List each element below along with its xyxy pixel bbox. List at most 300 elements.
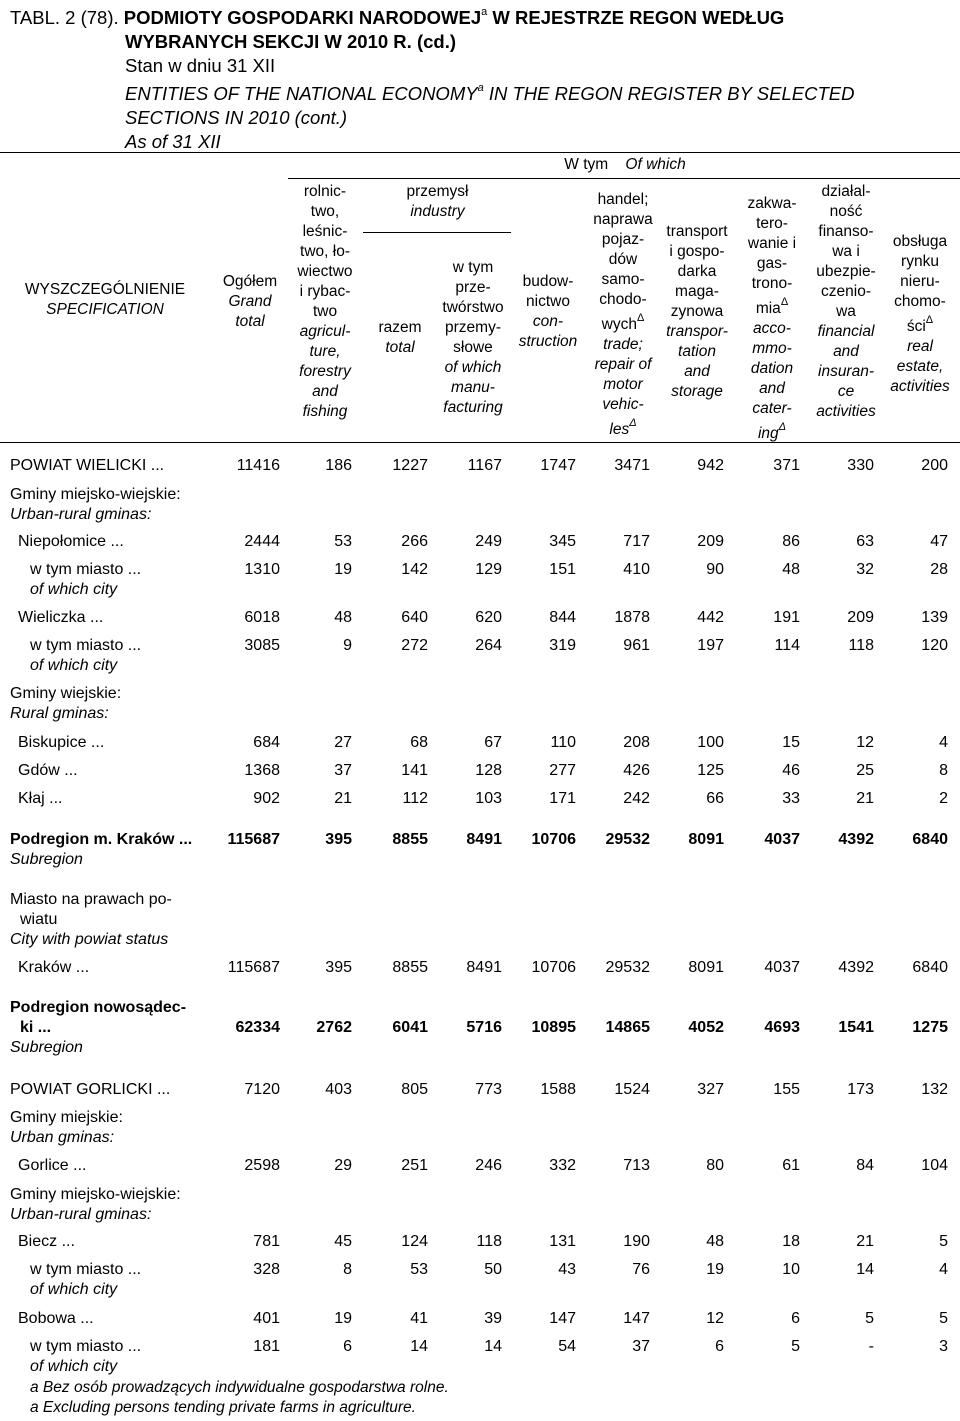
cell-value: 640 — [401, 609, 428, 626]
delta-mark: Δ — [629, 417, 637, 430]
cell-value: 25 — [856, 762, 874, 779]
row-label-pl: Kraków ... — [18, 959, 90, 976]
row-label — [18, 733, 104, 753]
cell-value: 266 — [401, 533, 428, 550]
cell-value: 1368 — [244, 762, 280, 779]
header-accom-pl-4: trono- — [751, 275, 793, 292]
cell-value: 4392 — [838, 959, 874, 976]
row-label — [18, 1156, 86, 1176]
header-agri-en-2: forestry — [299, 363, 351, 380]
title-en-2: IN THE REGON REGISTER BY SELECTED — [483, 83, 855, 105]
header-constr-pl-0: budow- — [522, 273, 574, 290]
cell-value: 8855 — [392, 831, 428, 848]
cell-value: 21 — [856, 1233, 874, 1250]
header-trade-pl-4: samo- — [601, 271, 645, 288]
cell-value: 62334 — [235, 1019, 280, 1036]
cell-value: 11416 — [236, 457, 280, 474]
cell-value: 129 — [475, 561, 502, 578]
header-grand-total — [215, 272, 285, 332]
title-pl-bold-2: W REJESTRZE REGON WEDŁUG — [487, 7, 785, 29]
cell-value: 1524 — [614, 1081, 650, 1098]
delta-mark: Δ — [636, 312, 645, 324]
cell-value: 8855 — [392, 959, 428, 976]
cell-value: 8491 — [466, 959, 502, 976]
header-spec-en: SPECIFICATION — [46, 301, 164, 318]
cell-value: 319 — [549, 637, 576, 654]
cell-value: 28 — [930, 561, 948, 578]
cell-value: 5 — [939, 1310, 948, 1327]
cell-value: 48 — [706, 1233, 724, 1250]
cell-value: 8091 — [688, 831, 724, 848]
header-ind-total-pl: razem — [378, 319, 422, 336]
cell-value: 15 — [782, 734, 800, 751]
header-industry — [370, 182, 505, 222]
cell-value: 155 — [773, 1081, 800, 1098]
header-agri-en-3: and — [312, 383, 338, 400]
cell-value: 3471 — [614, 457, 650, 474]
header-of-which — [540, 155, 710, 175]
cell-value: 48 — [782, 561, 800, 578]
cell-value: 4693 — [764, 1019, 800, 1036]
delta-mark: Δ — [780, 296, 789, 308]
row-label-pl: POWIAT WIELICKI ... — [10, 457, 165, 474]
cell-value: 14865 — [605, 1019, 650, 1036]
header-accom-pl-5 — [734, 294, 810, 319]
cell-value: 197 — [697, 637, 724, 654]
cell-value: 125 — [697, 762, 724, 779]
header-trade-en-0: trade; — [603, 336, 643, 354]
header-trade-pl-2: pojaz- — [601, 231, 645, 248]
cell-value: 19 — [334, 561, 352, 578]
header-constr-en-0: con- — [532, 313, 564, 330]
header-transport-en-0: transpor- — [666, 323, 728, 340]
header-transport-en-1: tation — [678, 343, 716, 360]
header-accom-en-1: mmo- — [752, 340, 792, 358]
cell-value: 14 — [410, 1338, 428, 1355]
cell-value: 403 — [325, 1081, 352, 1098]
cell-value: 781 — [253, 1233, 280, 1250]
cell-value: 190 — [623, 1233, 650, 1250]
header-wtym-pl: W tym — [564, 156, 609, 173]
cell-value: 264 — [475, 637, 502, 654]
header-transport-en-3: storage — [671, 383, 723, 400]
header-top-rule — [0, 152, 960, 153]
title-line-3: Stan w dniu 31 XII — [125, 55, 276, 77]
row-label-en: Rural gminas: — [10, 705, 109, 722]
cell-value: 48 — [334, 609, 352, 626]
cell-value: 1541 — [838, 1019, 874, 1036]
header-agri-pl-5: i rybac- — [299, 283, 351, 300]
cell-value: 1167 — [467, 457, 502, 474]
row-label-en: Subregion — [10, 1039, 83, 1056]
row-label — [18, 789, 62, 809]
cell-value: 45 — [334, 1233, 352, 1250]
header-transport-pl-4: zynowa — [670, 303, 724, 320]
cell-value: 6840 — [912, 831, 948, 848]
title-footnote-mark: a — [481, 6, 488, 18]
header-realestate-pl-3: chomo- — [894, 293, 946, 310]
header-finance-en-4: activities — [816, 403, 876, 420]
header-transport-pl-0: transport — [666, 223, 728, 240]
cell-value: 5 — [865, 1310, 874, 1327]
row-label — [18, 958, 89, 978]
header-trade-pl-6 — [586, 310, 660, 335]
header-accommodation — [734, 194, 810, 444]
header-realestate-pl-4-text: ści — [906, 318, 926, 336]
row-label-pl-cont: ki ... — [20, 1019, 52, 1036]
header-total-pl: Ogółem — [222, 273, 278, 290]
row-label-pl: w tym miasto ... — [30, 1261, 142, 1278]
row-label-en: City with powiat status — [10, 931, 169, 948]
header-industry-rule — [363, 232, 511, 233]
header-finance-pl-4: ubezpie- — [816, 263, 876, 280]
cell-value: 6018 — [244, 609, 280, 626]
cell-value: 147 — [623, 1310, 650, 1327]
row-label-pl: Kłaj ... — [18, 790, 63, 807]
cell-value: 173 — [847, 1081, 874, 1098]
header-constr-pl-1: nictwo — [526, 293, 570, 310]
cell-value: 1588 — [540, 1081, 576, 1098]
row-label-en: of which city — [30, 657, 118, 674]
cell-value: 21 — [334, 790, 352, 807]
header-agri-pl-6: two — [312, 303, 338, 320]
row-label-en: Urban gminas: — [10, 1129, 115, 1146]
cell-value: 426 — [623, 762, 650, 779]
cell-value: 200 — [921, 457, 948, 474]
header-trade-pl-1: naprawa — [593, 211, 653, 228]
cell-value: 330 — [847, 457, 874, 474]
row-label — [10, 830, 192, 870]
header-accom-en-4: cater- — [752, 400, 792, 418]
cell-value: 4037 — [764, 959, 800, 976]
header-accom-en-5-text: ing — [757, 425, 779, 443]
cell-value: 53 — [334, 533, 352, 550]
header-transport-en-2: and — [684, 363, 710, 380]
cell-value: 3 — [939, 1338, 948, 1355]
row-label-pl: Gminy miejskie: — [10, 1109, 123, 1126]
cell-value: 5716 — [466, 1019, 502, 1036]
header-trade-en-2: motor — [603, 376, 643, 394]
header-finance-pl-0: działal- — [821, 183, 871, 200]
header-finance-en-2: insuran- — [818, 363, 874, 380]
cell-value: 2444 — [244, 533, 280, 550]
row-label — [18, 1309, 94, 1329]
cell-value: 410 — [623, 561, 650, 578]
row-label-pl: w tym miasto ... — [30, 1338, 142, 1355]
cell-value: 327 — [697, 1081, 724, 1098]
row-label-en: Urban-rural gminas: — [10, 506, 152, 523]
header-realestate-en-0: real — [907, 338, 933, 356]
cell-value: 112 — [402, 790, 428, 807]
row-label-pl: Biecz ... — [18, 1233, 75, 1250]
row-label — [18, 532, 124, 552]
cell-value: 39 — [484, 1310, 502, 1327]
row-label-en: of which city — [30, 581, 118, 598]
delta-mark: Δ — [925, 314, 934, 326]
header-finance-pl-1: ność — [829, 203, 863, 220]
header-agriculture — [290, 182, 360, 422]
header-of-which-rule — [288, 178, 960, 179]
cell-value: 29 — [334, 1157, 352, 1174]
title-line-4 — [10, 78, 955, 106]
row-label-pl: Miasto na prawach po- — [10, 891, 172, 908]
header-transport — [658, 222, 736, 402]
cell-value: 19 — [334, 1310, 352, 1327]
header-manufacturing — [436, 258, 510, 418]
row-label-en: Subregion — [10, 851, 83, 868]
header-industry-en: industry — [410, 203, 465, 220]
row-label-pl: Gorlice ... — [18, 1157, 87, 1174]
cell-value: 84 — [856, 1157, 874, 1174]
cell-value: 277 — [549, 762, 576, 779]
row-label-pl: Gminy wiejskie: — [10, 685, 122, 702]
cell-value: 2 — [939, 790, 948, 807]
cell-value: 29532 — [605, 959, 650, 976]
header-finance-pl-6: wa — [836, 303, 856, 320]
cell-value: 6 — [791, 1310, 800, 1327]
header-realestate-en-1: estate, — [896, 358, 944, 376]
title-line-2: WYBRANYCH SEKCJI W 2010 R. (cd.) — [125, 31, 456, 53]
footnote-en: a Excluding persons tending private farms in agriculture. — [30, 1399, 416, 1416]
header-manuf-en-2: facturing — [443, 399, 503, 416]
row-label-pl: Podregion nowosądec- — [10, 999, 187, 1016]
cell-value: 21 — [856, 790, 874, 807]
cell-value: 2762 — [316, 1019, 352, 1036]
header-constr-en-1: struction — [518, 333, 578, 350]
header-specification — [10, 280, 200, 320]
header-ind-total-en: total — [385, 339, 415, 356]
row-label-pl: Biskupice ... — [18, 734, 105, 751]
cell-value: 86 — [782, 533, 800, 550]
cell-value: 902 — [253, 790, 280, 807]
cell-value: - — [868, 1338, 874, 1355]
cell-value: 717 — [623, 533, 650, 550]
cell-value: 844 — [549, 609, 576, 626]
header-accom-pl-3: gas- — [756, 255, 788, 272]
header-trade-pl-5: chodo- — [599, 291, 647, 308]
row-label — [18, 1232, 75, 1252]
cell-value: 124 — [401, 1233, 428, 1250]
header-real-estate — [882, 232, 958, 397]
cell-value: 37 — [632, 1338, 650, 1355]
title-en-footnote-mark: a — [477, 82, 484, 95]
row-label-pl: Wieliczka ... — [18, 609, 104, 626]
title-line-6: As of 31 XII — [125, 131, 221, 153]
title-line-1 — [10, 2, 955, 30]
cell-value: 8091 — [688, 959, 724, 976]
cell-value: 395 — [325, 959, 352, 976]
cell-value: 773 — [475, 1081, 502, 1098]
header-trade — [586, 190, 660, 440]
header-agri-pl-0: rolnic- — [303, 183, 347, 200]
cell-value: 713 — [623, 1157, 650, 1174]
header-accom-en-3: and — [759, 380, 785, 398]
row-label — [10, 890, 172, 950]
header-wtym-en: Of which — [625, 156, 686, 173]
cell-value: 328 — [253, 1261, 280, 1278]
header-trade-pl-6-text: wych — [601, 316, 637, 334]
row-label — [10, 485, 181, 525]
cell-value: 115687 — [227, 831, 280, 848]
cell-value: 6840 — [912, 959, 948, 976]
cell-value: 114 — [774, 637, 800, 654]
header-accom-en-0: acco- — [753, 320, 791, 338]
cell-value: 50 — [484, 1261, 502, 1278]
header-accom-pl-1: tero- — [756, 215, 788, 232]
row-label-pl: POWIAT GORLICKI ... — [10, 1081, 171, 1098]
cell-value: 1227 — [392, 457, 428, 474]
title-en-1: ENTITIES OF THE NATIONAL ECONOMY — [125, 83, 478, 105]
row-label — [10, 1185, 181, 1225]
header-trade-en-4 — [586, 415, 660, 440]
cell-value: 14 — [484, 1338, 502, 1355]
header-finance-pl-5: czenio- — [821, 283, 871, 300]
header-accom-en-2: dation — [750, 360, 794, 378]
cell-value: 131 — [549, 1233, 576, 1250]
cell-value: 132 — [921, 1081, 948, 1098]
cell-value: 8 — [343, 1261, 352, 1278]
row-label — [30, 1337, 141, 1377]
cell-value: 29532 — [605, 831, 650, 848]
cell-value: 12 — [856, 734, 874, 751]
header-agri-en-0: agricul- — [299, 323, 351, 340]
header-agri-pl-3: two, ło- — [300, 243, 350, 260]
cell-value: 395 — [325, 831, 352, 848]
cell-value: 128 — [475, 762, 502, 779]
header-finance-en-3: ce — [837, 383, 855, 400]
cell-value: 2598 — [244, 1157, 280, 1174]
cell-value: 4052 — [688, 1019, 724, 1036]
row-label — [10, 998, 186, 1058]
cell-value: 1747 — [540, 457, 576, 474]
cell-value: 61 — [782, 1157, 800, 1174]
cell-value: 442 — [697, 609, 724, 626]
cell-value: 5 — [939, 1233, 948, 1250]
header-finance-pl-3: wa i — [832, 243, 860, 260]
cell-value: 63 — [856, 533, 874, 550]
header-accom-pl-0: zakwa- — [747, 195, 797, 212]
header-realestate-pl-1: rynku — [901, 253, 939, 270]
footnote-pl: a Bez osób prowadzących indywidualne gospodarstwa rolne. — [30, 1379, 449, 1396]
cell-value: 80 — [706, 1157, 724, 1174]
cell-value: 4 — [939, 734, 948, 751]
cell-value: 186 — [325, 457, 352, 474]
table-number: TABL. 2 (78). — [10, 7, 124, 29]
header-accom-pl-5-text: mia — [755, 300, 781, 318]
cell-value: 684 — [253, 734, 280, 751]
header-finance-pl-2: finanso- — [818, 223, 874, 240]
cell-value: 805 — [401, 1081, 428, 1098]
row-label-pl: Bobowa ... — [18, 1310, 94, 1327]
cell-value: 6 — [343, 1338, 352, 1355]
table-title — [10, 2, 955, 154]
cell-value: 249 — [475, 533, 502, 550]
cell-value: 19 — [706, 1261, 724, 1278]
row-label — [30, 636, 141, 676]
header-agri-en-1: ture, — [309, 343, 341, 360]
cell-value: 8491 — [466, 831, 502, 848]
cell-value: 53 — [410, 1261, 428, 1278]
cell-value: 54 — [558, 1338, 576, 1355]
cell-value: 33 — [782, 790, 800, 807]
cell-value: 142 — [401, 561, 428, 578]
cell-value: 3085 — [244, 637, 280, 654]
header-agri-pl-1: two, — [310, 203, 340, 220]
header-finance-en-0: financial — [817, 323, 875, 340]
header-transport-pl-3: maga- — [675, 283, 719, 300]
cell-value: 171 — [549, 790, 576, 807]
cell-value: 209 — [847, 609, 874, 626]
cell-value: 272 — [401, 637, 428, 654]
cell-value: 1878 — [614, 609, 650, 626]
cell-value: 32 — [856, 561, 874, 578]
cell-value: 620 — [475, 609, 502, 626]
header-trade-pl-3: dów — [608, 251, 638, 268]
header-manuf-en-0: of which — [444, 359, 502, 376]
cell-value: 18 — [782, 1233, 800, 1250]
cell-value: 41 — [410, 1310, 428, 1327]
cell-value: 141 — [401, 762, 428, 779]
cell-value: 371 — [773, 457, 800, 474]
cell-value: 14 — [856, 1261, 874, 1278]
cell-value: 115687 — [227, 959, 280, 976]
cell-value: 139 — [921, 609, 948, 626]
header-manuf-pl-0: w tym — [452, 259, 494, 276]
row-label — [18, 608, 103, 628]
title-line-5: SECTIONS IN 2010 (cont.) — [125, 107, 348, 129]
header-accom-pl-2: wanie i — [747, 235, 797, 252]
cell-value: 961 — [623, 637, 650, 654]
header-spec-pl: WYSZCZEGÓLNIENIE — [24, 281, 186, 298]
header-finance-en-1: and — [833, 343, 859, 360]
header-industry-pl: przemysł — [406, 183, 469, 200]
cell-value: 147 — [549, 1310, 576, 1327]
cell-value: 66 — [706, 790, 724, 807]
header-agri-pl-2: leśnic- — [302, 223, 348, 240]
cell-value: 103 — [475, 790, 502, 807]
cell-value: 151 — [549, 561, 576, 578]
row-label-pl: w tym miasto ... — [30, 561, 142, 578]
cell-value: 6 — [715, 1338, 724, 1355]
cell-value: 332 — [549, 1157, 576, 1174]
cell-value: 4 — [939, 1261, 948, 1278]
cell-value: 118 — [848, 637, 874, 654]
cell-value: 208 — [623, 734, 650, 751]
cell-value: 5 — [791, 1338, 800, 1355]
cell-value: 68 — [410, 734, 428, 751]
cell-value: 10706 — [531, 831, 576, 848]
cell-value: 37 — [334, 762, 352, 779]
cell-value: 9 — [343, 637, 352, 654]
header-manuf-pl-1: prze- — [455, 279, 491, 296]
cell-value: 10706 — [531, 959, 576, 976]
header-finance — [808, 182, 884, 422]
header-realestate-en-2: activities — [890, 378, 950, 396]
cell-value: 4392 — [838, 831, 874, 848]
cell-value: 251 — [401, 1157, 428, 1174]
row-label-en: Urban-rural gminas: — [10, 1206, 152, 1223]
header-manuf-pl-2: twórstwo — [442, 299, 504, 316]
delta-mark: Δ — [778, 421, 787, 434]
cell-value: 90 — [706, 561, 724, 578]
cell-value: 10 — [782, 1261, 800, 1278]
cell-value: 100 — [697, 734, 724, 751]
cell-value: 1310 — [244, 561, 280, 578]
header-transport-pl-2: darka — [677, 263, 717, 280]
row-label-en: of which city — [30, 1358, 118, 1375]
cell-value: 76 — [632, 1261, 650, 1278]
cell-value: 46 — [782, 762, 800, 779]
